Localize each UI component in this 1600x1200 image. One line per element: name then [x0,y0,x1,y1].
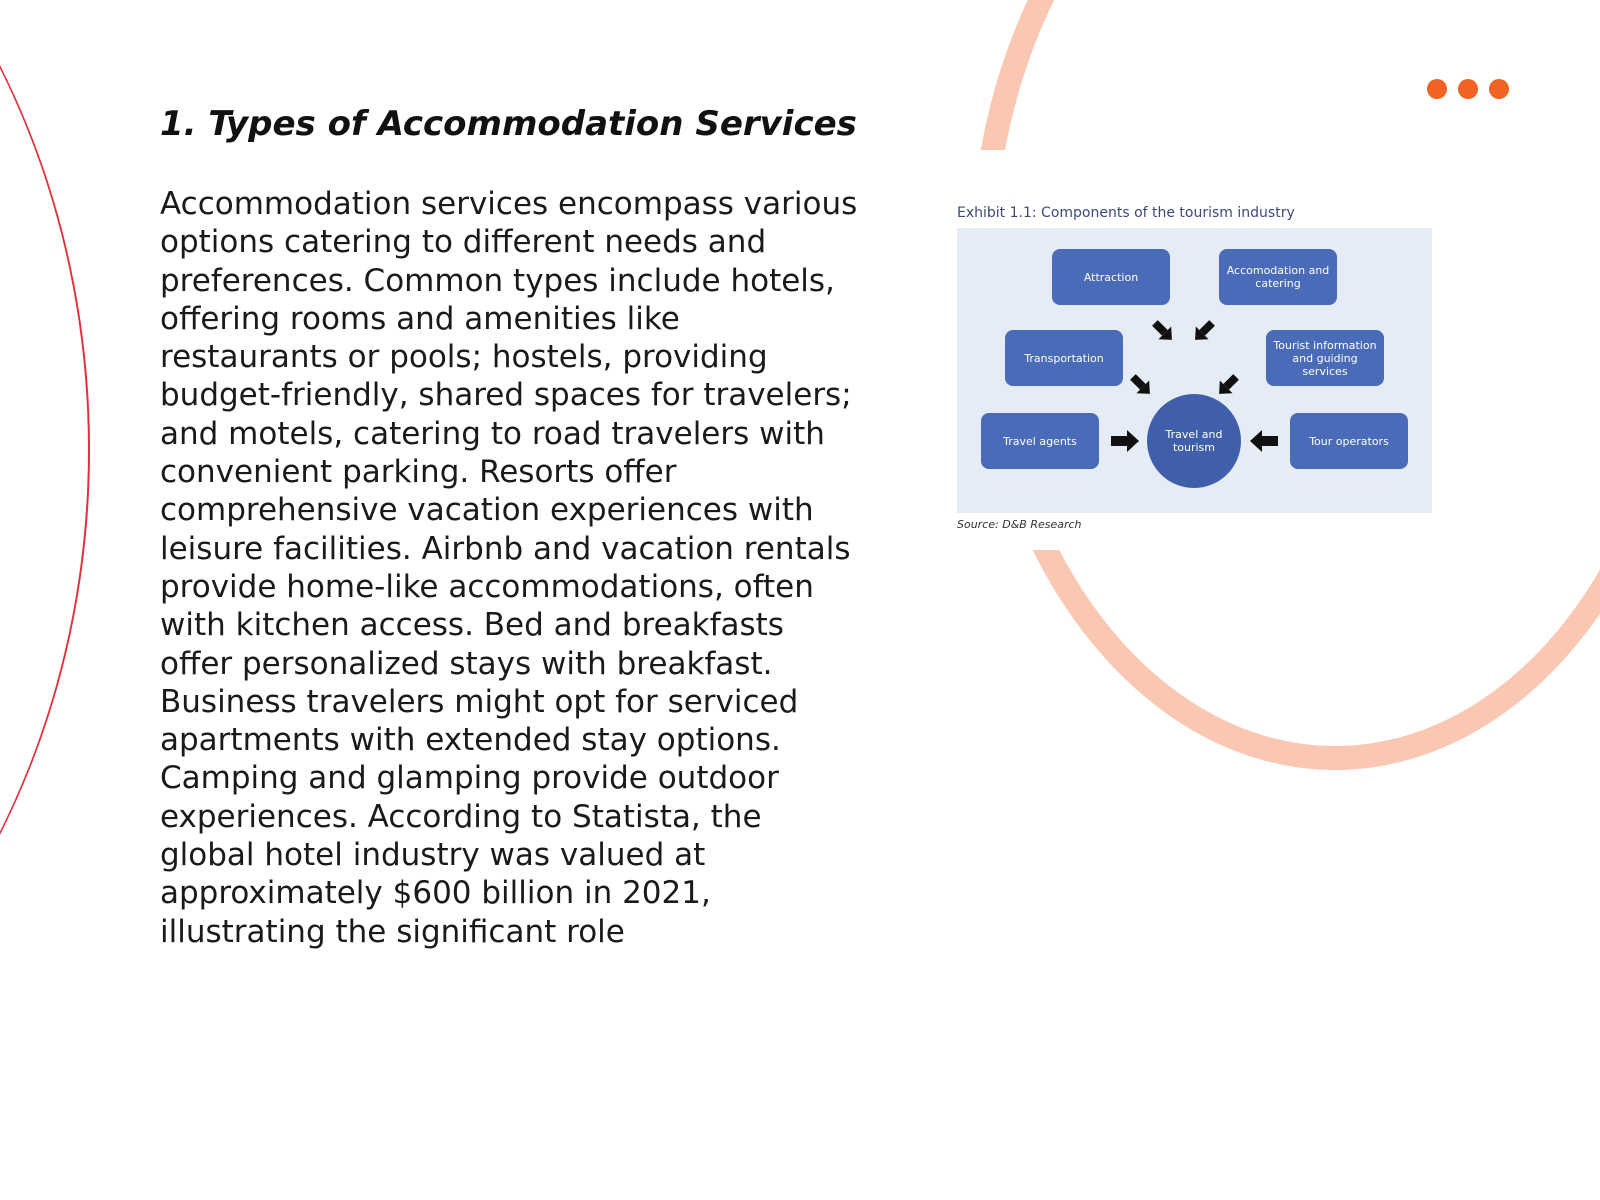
tourism-components-diagram [957,228,1432,513]
node-travel-agents: Travel agents [981,413,1099,469]
dot [1427,79,1447,99]
exhibit-caption: Exhibit 1.1: Components of the tourism industry [957,205,1295,221]
left-decorative-arc [0,0,90,1200]
dot [1489,79,1509,99]
node-accommodation: Accomodation and catering [1219,249,1337,305]
dot [1458,79,1478,99]
slide-title: 1. Types of Accommodation Services [160,104,857,144]
arrow-tour-operators [1250,430,1278,452]
figure-source: Source: D&B Research [957,518,1082,531]
menu-dots-icon [1427,79,1509,99]
arrow-attraction [1149,317,1179,347]
arrow-travel-agents [1111,430,1139,452]
node-transportation: Transportation [1005,330,1123,386]
arrow-accommodation [1189,317,1219,347]
slide-body: Accommodation services encompass various options catering to different needs and preferences. Common types include hotels, offering rooms and amenities like restaurants or pools; hostels, providing budget-friendly, shared spaces for travelers; and motels, catering to road travelers with convenient parking. Resorts offer comprehensive vacation experiences with leisure facilities. Airbnb and vacation rentals provide home-like accommodations, often with kitchen access. Bed and breakfasts offer personalized stays with breakfast. Business travelers might opt for serviced apartments with extended stay options. Camping and glamping provide outdoor experiences. According to Statista, the global hotel industry was valued at approximately $600 billion in 2021, illustrating the significant role [160,186,858,950]
node-tourist-info: Tourist information and guiding services [1266,330,1384,386]
arrow-tourist-info [1213,371,1243,401]
arrow-transportation [1127,371,1157,401]
node-tour-operators: Tour operators [1290,413,1408,469]
node-attraction: Attraction [1052,249,1170,305]
node-travel-and-tourism: Travel and tourism [1147,394,1241,488]
